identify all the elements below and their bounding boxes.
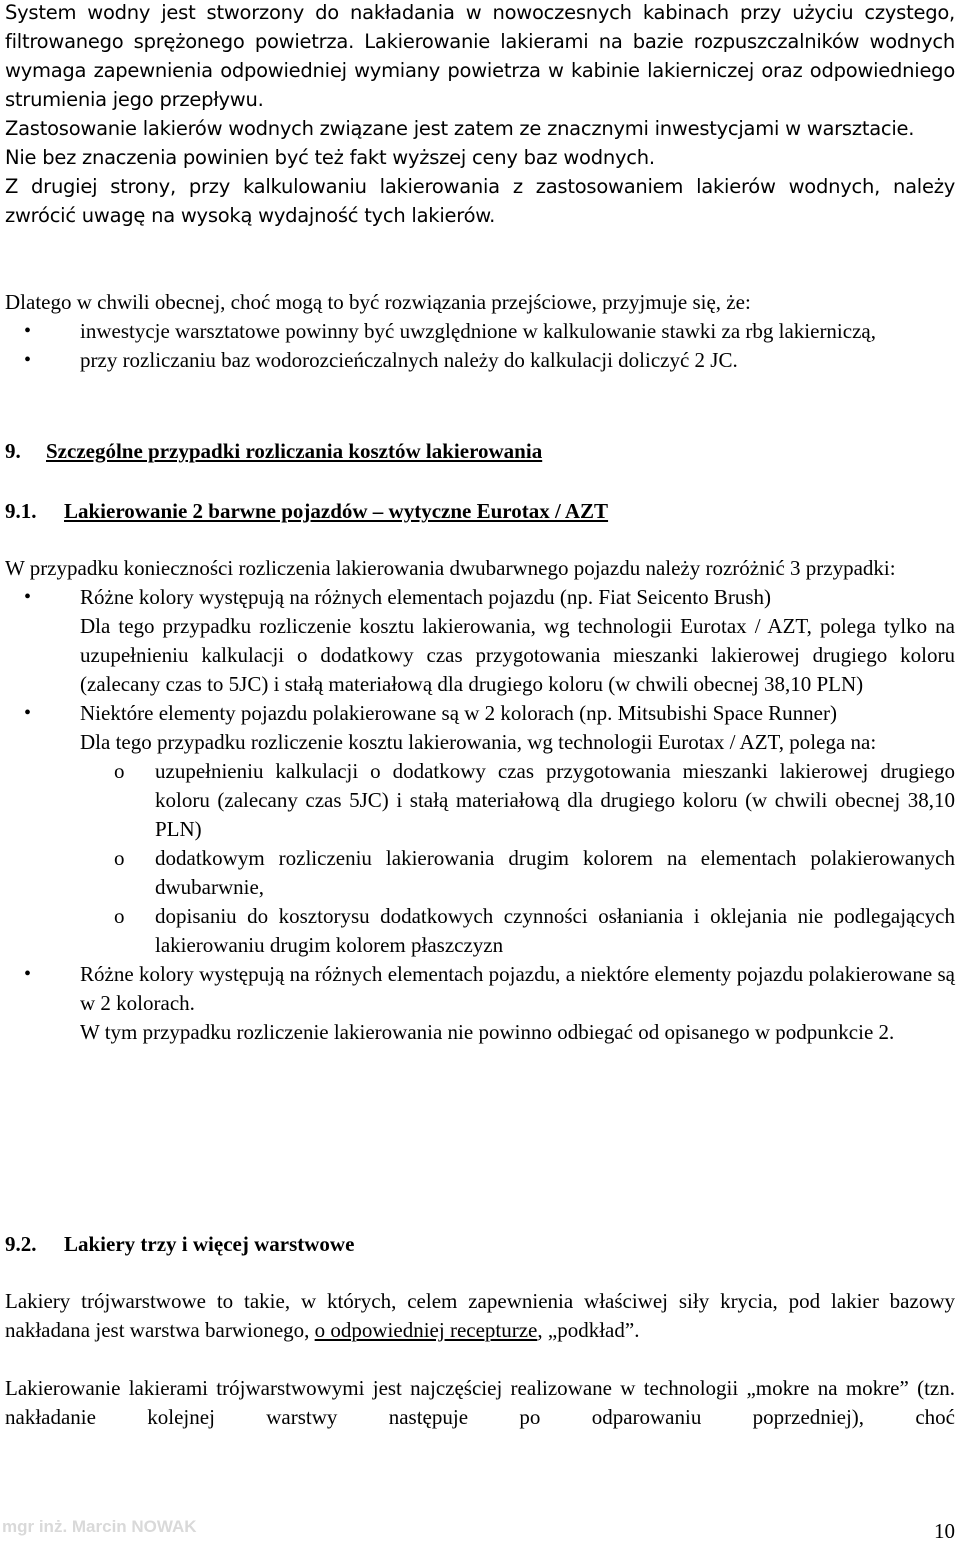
section-title: Lakierowanie 2 barwne pojazdów – wytyczne Eurotax / AZT	[64, 499, 609, 523]
section-9-1-heading	[5, 497, 608, 526]
dlatego-paragraph: Dlatego w chwili obecnej, choć mogą to być rozwiązania przejściowe, przyjmuje się, że:	[5, 290, 751, 314]
section-9-2-body	[5, 1287, 955, 1432]
section-9-1-intro: W przypadku konieczności rozliczenia lakierowania dwubarwnego pojazdu należy rozróżnić 3 przypadki:	[5, 556, 896, 580]
sub-bullet: o	[114, 846, 125, 870]
page-number: 10	[934, 1519, 955, 1543]
case-2-text: Dla tego przypadku rozliczenie kosztu lakierowania, wg technologii Eurotax / AZT, polega na:	[80, 730, 877, 754]
intro-paragraph-1: System wodny jest stworzony do nakładania w nowoczesnych kabinach przy użyciu czystego, filtrowanego sprężonego powietrza. Lakierowanie lakierami na bazie rozpuszczalników wodnych wymaga zapewnienia odpowiedniej wymiany powietrza w kabinie lakierniczej oraz odpowiedniego strumienia jego przepływu.	[5, 1, 955, 111]
section-9-1-body	[5, 554, 955, 1047]
intro-paragraph-3: Nie bez znaczenia powinien być też fakt wyższej ceny baz wodnych.	[5, 146, 655, 169]
sub-item-text: uzupełnieniu kalkulacji o dodatkowy czas przygotowania mieszanki lakierowej drugiego koloru (zalecany czas 5JC) i stałą materiałową dla drugiego koloru (w chwili obecnej 38,10 PLN)	[155, 759, 955, 841]
sub-item-text: dopisaniu do kosztorysu dodatkowych czynności osłaniania i oklejania nie podlegających lakierowaniu drugim kolorem płaszczyzn	[155, 904, 955, 957]
cases-list-cont	[5, 960, 955, 1047]
case-3-text: W tym przypadku rozliczenie lakierowania nie powinno odbiegać od opisanego w podpunkcie 2.	[80, 1020, 895, 1044]
list-item: • przy rozliczaniu baz wodorozcieńczalnych należy do kalkulacji doliczyć 2 JC.	[5, 346, 955, 375]
paragraph-text: Lakiery trójwarstwowe to takie, w których, celem zapewnienia właściwej siły krycia, pod lakier bazowy nakładana jest warstwa barwionego,	[5, 1289, 955, 1342]
section-9-2-paragraph-2: Lakierowanie lakierami trójwarstwowymi jest najczęściej realizowane w technologii „mokre na mokre” (tzn. nakładanie kolejnej warstwy następuje po odparowaniu poprzedniej), choć	[5, 1376, 955, 1429]
case-1	[5, 583, 955, 699]
section-title: Szczególne przypadki rozliczania kosztów lakierowania	[46, 439, 543, 463]
case-3-title: Różne kolory występują na różnych elementach pojazdu, a niektóre elementy pojazdu polakierowane są w 2 kolorach.	[80, 962, 955, 1015]
section-9-2-paragraph-1	[5, 1287, 955, 1345]
section-9-heading	[5, 437, 542, 466]
sub-item-text: dodatkowym rozliczeniu lakierowania drugim kolorem na elementach polakierowanych dwubarwnie,	[155, 846, 955, 899]
underlined-phrase: o odpowiedniej recepturze	[314, 1318, 538, 1342]
sub-bullet: o	[114, 759, 125, 783]
section-number: 9.1.	[5, 499, 37, 523]
intro-paragraph-2: Zastosowanie lakierów wodnych związane jest zatem ze znacznymi inwestycjami w warsztacie.	[5, 117, 915, 140]
section-number: 9.2.	[5, 1232, 37, 1256]
case-2-sublist	[5, 757, 955, 960]
case-1-text: Dla tego przypadku rozliczenie kosztu lakierowania, wg technologii Eurotax / AZT, polega tylko na uzupełnieniu kalkulacji o dodatkowy czas przygotowania mieszanki lakierowej drugiego koloru (zalecany czas to 5JC) i stałą materiałową dla drugiego koloru (w chwili obecnej 38,10 PLN)	[80, 614, 955, 696]
footer-author: mgr inż. Marcin NOWAK	[2, 1517, 197, 1536]
dlatego-list	[5, 317, 955, 375]
list-item: • inwestycje warsztatowe powinny być uwzględnione w kalkulowanie stawki za rbg lakierniczą,	[5, 317, 955, 346]
sub-bullet: o	[114, 904, 125, 928]
sub-list-item	[5, 844, 955, 902]
dlatego-block	[5, 288, 955, 375]
section-9-2-heading	[5, 1230, 354, 1259]
sub-list-item	[5, 757, 955, 844]
paragraph-text: , „podkład”.	[537, 1318, 640, 1342]
case-3	[5, 960, 955, 1047]
case-1-title: Różne kolory występują na różnych elementach pojazdu (np. Fiat Seicento Brush)	[80, 585, 772, 609]
cases-list	[5, 583, 955, 757]
case-2-title: Niektóre elementy pojazdu polakierowane są w 2 kolorach (np. Mitsubishi Space Runner)	[80, 701, 837, 725]
case-2	[5, 699, 955, 757]
section-number: 9.	[5, 439, 21, 463]
sub-list-item	[5, 902, 955, 960]
intro-paragraph-4: Z drugiej strony, przy kalkulowaniu lakierowania z zastosowaniem lakierów wodnych, należy zwrócić uwagę na wysoką wydajność tych lakierów.	[5, 175, 955, 227]
intro-block	[5, 0, 955, 230]
section-title: Lakiery trzy i więcej warstwowe	[64, 1232, 355, 1256]
